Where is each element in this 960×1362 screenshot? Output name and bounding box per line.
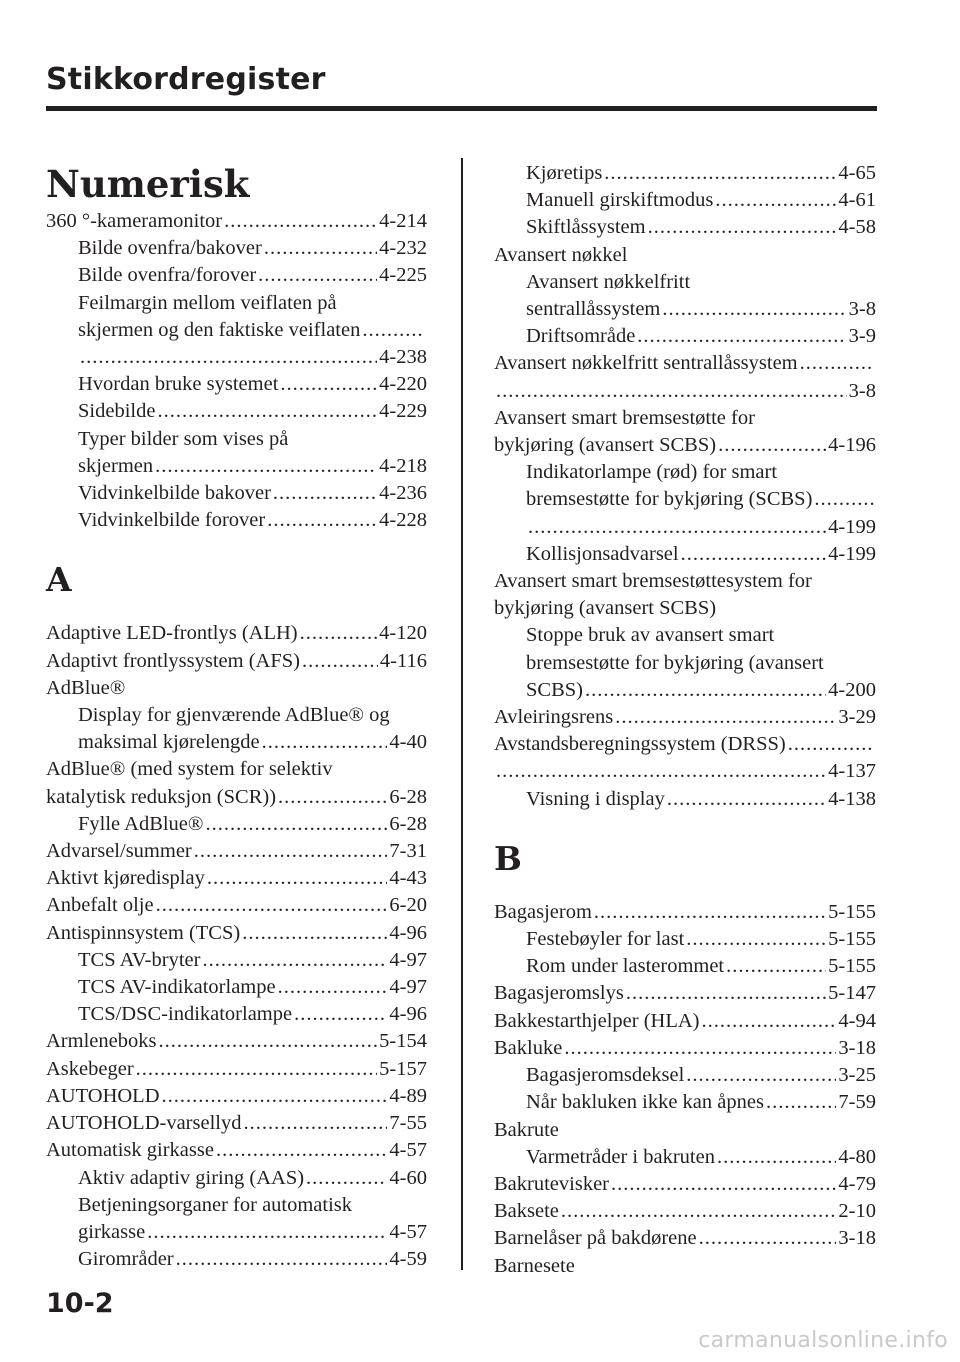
index-subentry [46,344,427,371]
entry-page-ref: 6-28 [389,785,427,808]
dot-leader [300,620,378,647]
index-subentry [46,290,427,317]
entry-text: TCS AV-bryter [78,948,201,971]
entry-page-ref: 5-155 [828,900,876,923]
index-entry [494,595,876,622]
letter-heading: A [46,560,72,600]
dot-leader [267,507,377,534]
entry-page-ref: 4-228 [379,509,427,532]
entry-text: Driftsområde [526,325,636,348]
entry-page-ref: 4-229 [379,400,427,423]
entry-page-ref: 4-97 [389,948,427,971]
entry-text: Avansert smart bremsestøttesystem for [494,570,812,593]
entry-page-ref: 6-20 [389,894,427,917]
entry-text: Adaptive LED-frontlys (ALH) [46,622,298,645]
entry-text: Automatisk girkasse [46,1139,214,1162]
entry-page-ref: 4-58 [838,216,876,239]
entry-text: Aktiv adaptiv giring (AAS) [78,1166,305,1189]
index-subentry [494,269,876,296]
entry-page-ref: 4-116 [379,649,427,672]
dot-leader [156,892,388,919]
index-subentry [46,947,427,974]
entry-page-ref: 4-79 [838,1172,876,1195]
index-subentry [46,1001,427,1028]
dot-leader [615,704,836,731]
dot-leader [294,1001,387,1028]
index-subentry [46,1165,427,1192]
entry-text: Kjøretips [526,162,603,184]
entry-text: Adaptivt frontlyssystem (AFS) [46,649,300,672]
dot-leader [362,317,425,344]
index-subentry [494,214,876,241]
entry-text: Når bakluken ikke kan åpnes [526,1091,764,1114]
entry-page-ref: 5-154 [379,1030,427,1053]
entry-page-ref: 3-8 [848,379,876,402]
index-entry [46,620,427,647]
index-column-left [46,160,427,1273]
entry-text: Typer bilder som vises på [78,427,289,450]
entry-page-ref: 4-96 [389,921,427,944]
entry-text: Bagasjerom [494,900,592,923]
entry-text: Bakluke [494,1036,563,1059]
entry-text: Festebøyler for last [526,928,685,951]
entry-page-ref: 3-18 [838,1036,876,1059]
entry-page-ref: 4-89 [389,1084,427,1107]
index-subentry [46,811,427,838]
entry-text: Bagasjeromsdeksel [526,1064,685,1087]
dot-leader [155,453,377,480]
entry-page-ref: 5-155 [828,955,876,978]
index-entry [494,758,876,785]
entry-text: bykjøring (avansert SCBS) [494,597,717,620]
entry-text: AdBlue® [46,676,126,699]
index-subentry [494,1089,876,1116]
entry-text: Armleneboks [46,1030,157,1053]
entry-text: Visning i display [526,787,665,810]
index-entry [46,1137,427,1164]
dot-leader [278,784,387,811]
header-rule [46,106,877,111]
entry-page-ref: 4-60 [389,1166,427,1189]
index-entry [494,1198,876,1225]
dot-leader [136,1056,378,1083]
entry-text: Vidvinkelbilde bakover [78,482,271,505]
entry-text: Sidebilde [78,400,156,423]
entry-page-ref: 4-196 [828,434,876,457]
entry-text: Bilde ovenfra/bakover [78,237,262,260]
index-entry [46,1028,427,1055]
entry-text: Feilmargin mellom veiflaten på [78,291,337,314]
dot-leader [594,899,826,926]
entry-text: Skiftlåssystem [526,216,646,239]
entry-page-ref: 4-236 [379,482,427,505]
index-subentry [46,1219,427,1246]
index-column-right [494,160,876,1280]
dot-leader [800,350,874,377]
index-subentry [494,650,876,677]
index-entry [46,892,427,919]
entry-text: Avansert smart bremsestøtte for [494,406,755,429]
index-entry [494,704,876,731]
dot-leader [788,731,874,758]
entry-page-ref: 5-157 [379,1057,427,1080]
index-entry [46,756,427,783]
dot-leader [280,371,377,398]
dot-leader [302,648,378,675]
dot-leader [702,1008,837,1035]
entry-text: Hvordan bruke systemet [78,373,279,396]
dot-leader [814,486,874,513]
entry-text: katalytisk reduksjon (SCR)) [46,785,277,808]
entry-page-ref: 4-225 [379,264,427,287]
dot-leader [766,1089,836,1116]
index-subentry [494,187,876,214]
entry-text: skjermen og den faktiske veiflaten [78,318,361,341]
entry-page-ref: 3-9 [848,325,876,348]
dot-leader [207,865,388,892]
entry-page-ref: 3-18 [838,1227,876,1250]
entry-text: Barnesete [494,1254,575,1277]
dot-leader [496,378,847,405]
index-subentry [46,702,427,729]
index-entry [46,1083,427,1110]
entry-text: AdBlue® (med system for selektiv [46,758,333,781]
entry-text: bremsestøtte for bykjøring (SCBS) [526,488,813,511]
entry-text: girkasse [78,1220,146,1243]
entry-text: AUTOHOLD [46,1084,160,1107]
dot-leader [147,1219,387,1246]
entry-text: Bagasjeromslys [494,982,624,1005]
watermark: carmanualsonline.info [698,1328,948,1353]
dot-leader [611,1171,836,1198]
index-entry [494,405,876,432]
entry-text: Advarsel/summer [46,840,192,863]
index-entry [46,865,427,892]
index-entry [494,432,876,459]
entry-text: 360 °-kameramonitor [46,210,223,232]
entry-text: skjermen [78,454,154,477]
index-subentry [494,786,876,813]
index-subentry [494,160,876,187]
index-subentry [46,317,427,344]
dot-leader [262,729,388,756]
index-subentry [46,480,427,507]
letter-spacer [494,813,876,839]
dot-leader [681,541,827,568]
entry-text: AUTOHOLD-varsellyd [46,1112,242,1135]
entry-text: Rom under lasterommet [526,955,725,978]
dot-leader [157,398,377,425]
entry-text: SCBS) [526,678,583,701]
index-entry [46,784,427,811]
dot-leader [686,926,826,953]
dot-leader [158,1028,377,1055]
dot-leader [585,677,826,704]
index-subentry [46,453,427,480]
entry-page-ref: 4-138 [828,787,876,810]
entry-page-ref: 4-199 [828,542,876,565]
letter-spacer [46,600,427,620]
dot-leader [648,214,837,241]
index-entry [46,648,427,675]
index-subentry [494,459,876,486]
dot-leader [564,1035,836,1062]
entry-text: Bakkestarthjelper (HLA) [494,1009,700,1032]
index-entry [494,350,876,377]
dot-leader [662,296,846,323]
index-entry [46,838,427,865]
entry-page-ref: 7-55 [389,1112,427,1135]
entry-text: bremsestøtte for bykjøring (avansert [526,651,824,674]
index-entry [46,1056,427,1083]
entry-page-ref: 4-61 [838,189,876,212]
entry-text: Avstandsberegningssystem (DRSS) [494,733,786,756]
entry-text: TCS AV-indikatorlampe [78,976,276,999]
entry-page-ref: 6-28 [389,812,427,835]
entry-text: maksimal kjørelengde [78,731,260,754]
dot-leader [306,1165,387,1192]
entry-text: Fylle AdBlue® [78,812,204,835]
dot-leader [561,1198,837,1225]
index-entry [494,1117,876,1144]
index-subentry [46,1192,427,1219]
index-entry [494,1171,876,1198]
entry-text: Barnelåser på bakdørene [494,1227,697,1250]
dot-leader [718,432,826,459]
entry-page-ref: 4-94 [838,1009,876,1032]
dot-leader [715,187,836,214]
dot-leader [686,1062,836,1089]
dot-leader [264,235,377,262]
index-subentry [494,926,876,953]
index-entry [494,568,876,595]
index-subentry [494,514,876,541]
index-subentry [494,323,876,350]
entry-page-ref: 4-232 [379,237,427,260]
letter-heading: B [494,838,522,878]
dot-leader [205,811,387,838]
dot-leader [216,1137,387,1164]
dot-leader [80,344,377,371]
entry-page-ref: 3-25 [838,1064,876,1087]
entry-text: Varmetråder i bakruten [526,1145,715,1168]
dot-leader [496,758,826,785]
index-entry [494,731,876,758]
index-subentry [494,296,876,323]
entry-page-ref: 2-10 [838,1200,876,1223]
entry-text: Bakrute [494,1118,559,1141]
dot-leader [224,208,377,235]
dot-leader [273,480,377,507]
dot-leader [278,974,388,1001]
dot-leader [162,1083,388,1110]
index-subentry [46,507,427,534]
entry-page-ref: 4-238 [379,346,427,369]
dot-leader [717,1144,836,1171]
entry-text: Avansert nøkkelfritt sentrallåssystem [494,352,798,375]
dot-leader [667,786,826,813]
dot-leader [194,838,388,865]
entry-page-ref: 3-8 [848,298,876,321]
dot-leader [258,262,377,289]
index-subentry [46,371,427,398]
index-entry [494,980,876,1007]
page-number: 10-2 [46,1288,114,1319]
entry-text: Bakrutevisker [494,1172,609,1195]
dot-leader [242,920,387,947]
entry-page-ref: 5-147 [828,982,876,1005]
entry-text: Stoppe bruk av avansert smart [526,624,775,647]
index-entry [494,899,876,926]
entry-page-ref: 4-218 [379,454,427,477]
entry-text: Girområder [78,1248,174,1271]
entry-page-ref: 3-29 [838,706,876,729]
entry-text: TCS/DSC-indikatorlampe [78,1003,293,1026]
index-entry [494,1035,876,1062]
entry-text: Aktivt kjøredisplay [46,867,205,890]
index-subentry [494,541,876,568]
index-subentry [46,235,427,262]
index-entry [46,1110,427,1137]
entry-page-ref: 4-199 [828,515,876,538]
letter-spacer [46,534,427,560]
entry-text: Display for gjenværende AdBlue® og [78,704,390,727]
entry-page-ref: 4-220 [379,373,427,396]
dot-leader [528,514,826,541]
entry-text: Antispinnsystem (TCS) [46,921,241,944]
entry-page-ref: 4-200 [828,678,876,701]
index-entry [494,1008,876,1035]
dot-leader [202,947,387,974]
index-subentry [46,426,427,453]
index-subentry [46,262,427,289]
section-title: Numerisk [46,162,250,206]
entry-page-ref: 4-59 [389,1248,427,1271]
dot-leader [726,953,826,980]
entry-page-ref: 5-155 [828,928,876,951]
dot-leader [604,160,836,187]
entry-page-ref: 4-214 [379,210,427,232]
page-header-title: Stikkordregister [46,62,326,97]
index-subentry [494,622,876,649]
entry-text: bykjøring (avansert SCBS) [494,434,717,457]
entry-text: Betjeningsorganer for automatisk [78,1193,353,1216]
index-entry [46,208,427,235]
entry-page-ref: 7-31 [389,840,427,863]
entry-page-ref: 7-59 [838,1091,876,1114]
entry-text: Manuell girskiftmodus [526,189,714,212]
index-subentry [46,974,427,1001]
index-subentry [46,398,427,425]
entry-text: Vidvinkelbilde forover [78,509,266,532]
letter-spacer [494,879,876,899]
index-entry [494,242,876,269]
entry-page-ref: 4-57 [389,1139,427,1162]
index-subentry [494,1144,876,1171]
index-entry [494,1253,876,1280]
entry-text: Bilde ovenfra/forover [78,264,257,287]
entry-page-ref: 4-137 [828,760,876,783]
entry-text: Anbefalt olje [46,894,154,917]
index-entry [46,675,427,702]
entry-page-ref: 4-80 [838,1145,876,1168]
entry-text: Avansert nøkkelfritt [526,270,691,293]
dot-leader [243,1110,387,1137]
index-subentry [46,1246,427,1273]
index-subentry [494,1062,876,1089]
entry-page-ref: 4-40 [389,731,427,754]
entry-page-ref: 4-57 [389,1220,427,1243]
index-entry [494,1225,876,1252]
index-subentry [46,729,427,756]
entry-text: Askebeger [46,1057,134,1080]
entry-text: Avleiringsrens [494,706,614,729]
index-entry [46,920,427,947]
entry-text: Avansert nøkkel [494,243,628,266]
entry-text: sentrallåssystem [526,298,661,321]
column-divider [461,158,463,1270]
entry-page-ref: 4-97 [389,976,427,999]
index-subentry [494,953,876,980]
entry-text: Indikatorlampe (rød) for smart [526,461,778,484]
dot-leader [699,1225,837,1252]
dot-leader [626,980,826,1007]
entry-text: Kollisjonsadvarsel [526,542,679,565]
index-subentry [494,677,876,704]
index-entry [494,378,876,405]
entry-page-ref: 4-96 [389,1003,427,1026]
index-subentry [494,486,876,513]
dot-leader [637,323,846,350]
entry-page-ref: 4-65 [838,162,876,184]
entry-text: Baksete [494,1200,559,1223]
dot-leader [176,1246,388,1273]
entry-page-ref: 4-120 [379,622,427,645]
entry-page-ref: 4-43 [389,867,427,890]
